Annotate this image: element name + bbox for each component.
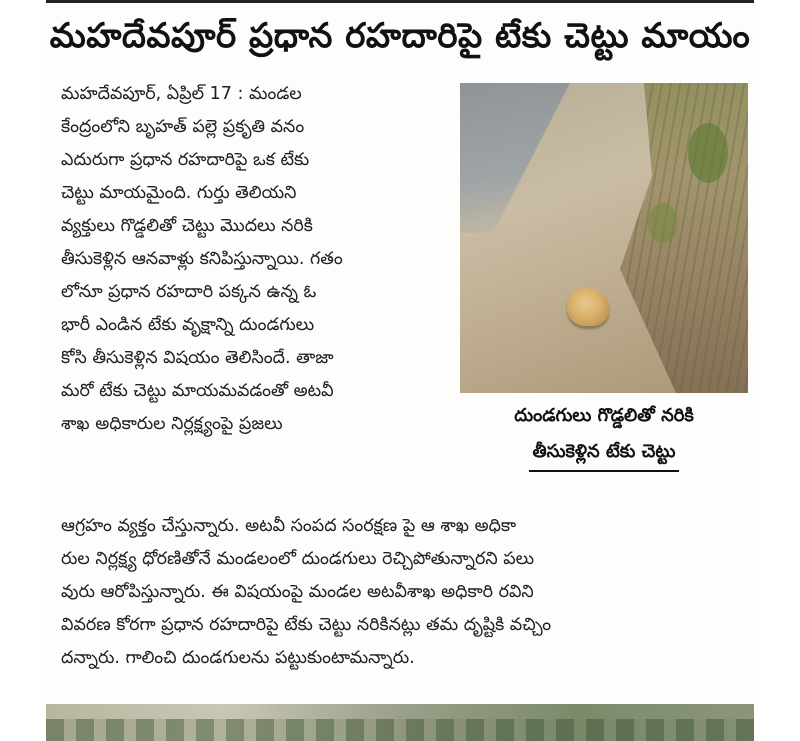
body-line: చెట్టు మాయమైంది. గుర్తు తెలియని — [61, 183, 297, 203]
body-line: దన్నారు. గాలించి దుండగులను పట్టుకుంటామన్నారు. — [61, 648, 415, 668]
page-margin-right — [754, 0, 800, 741]
article-headline: మహదేవపూర్ ప్రధాన రహదారిపై టేకు చెట్టు మాయం — [49, 16, 751, 56]
body-line: రుల నిర్లక్ష్య ధోరణితోనే మండలంలో దుండగులు రెచ్చిపోతున్నారని పలు — [61, 549, 535, 569]
caption-line-2: తీసుకెళ్లిన టేకు చెట్టు — [529, 434, 680, 472]
next-article-photo-strip — [46, 704, 754, 741]
photo-caption — [460, 398, 748, 472]
foliage — [648, 203, 678, 243]
body-line: కోసి తీసుకెళ్లిన విషయం తెలిసిందే. తాజా — [61, 348, 334, 368]
body-line: వివరణ కోరగా ప్రధాన రహదారిపై టేకు చెట్టు నరికినట్లు తమ దృష్టికి వచ్చిం — [61, 615, 552, 635]
road-surface — [460, 83, 570, 233]
body-line: వురు ఆరోపిస్తున్నారు. ఈ విషయంపై మండల అటవీశాఖ అధికారి రవిని — [61, 582, 534, 602]
body-line: శాఖ అధికారుల నిర్లక్ష్యంపై ప్రజలు — [61, 414, 283, 434]
page-margin-left — [0, 0, 46, 741]
body-line: మహదేవపూర్, ఏప్రిల్ 17 : మండల — [61, 84, 302, 104]
top-rule — [46, 0, 754, 3]
cut-stump — [567, 288, 609, 326]
foliage — [688, 123, 728, 183]
caption-line-1: దుండగులు గొడ్డలితో నరికి — [514, 405, 694, 426]
body-line: భారీ ఎండిన టేకు వృక్షాన్ని దుండగులు — [61, 315, 315, 335]
body-line: మరో టేకు చెట్టు మాయమవడంతో అటవీ — [61, 381, 334, 401]
body-line: వ్యక్తులు గొడ్డలితో చెట్టు మొదలు నరికి — [61, 216, 313, 236]
treeline — [46, 719, 754, 741]
body-line: తీసుకెళ్లిన ఆనవాళ్లు కనిపిస్తున్నాయి. గతం — [61, 249, 343, 269]
body-line: ఆగ్రహం వ్యక్తం చేస్తున్నారు. అటవీ సంపద సంరక్షణ పై ఆ శాఖ అధికా — [61, 516, 517, 536]
article-column-text — [61, 78, 446, 441]
body-line: కేంద్రంలోని బృహత్ పల్లె ప్రకృతి వనం — [61, 117, 305, 137]
tree-stump-photo — [460, 83, 748, 393]
body-line: ఎదురుగా ప్రధాన రహదారిపై ఒక టేకు — [61, 150, 310, 170]
body-line: లోనూ ప్రధాన రహదారి పక్కన ఉన్న ఓ — [61, 282, 317, 302]
article-full-width-text — [61, 510, 751, 675]
